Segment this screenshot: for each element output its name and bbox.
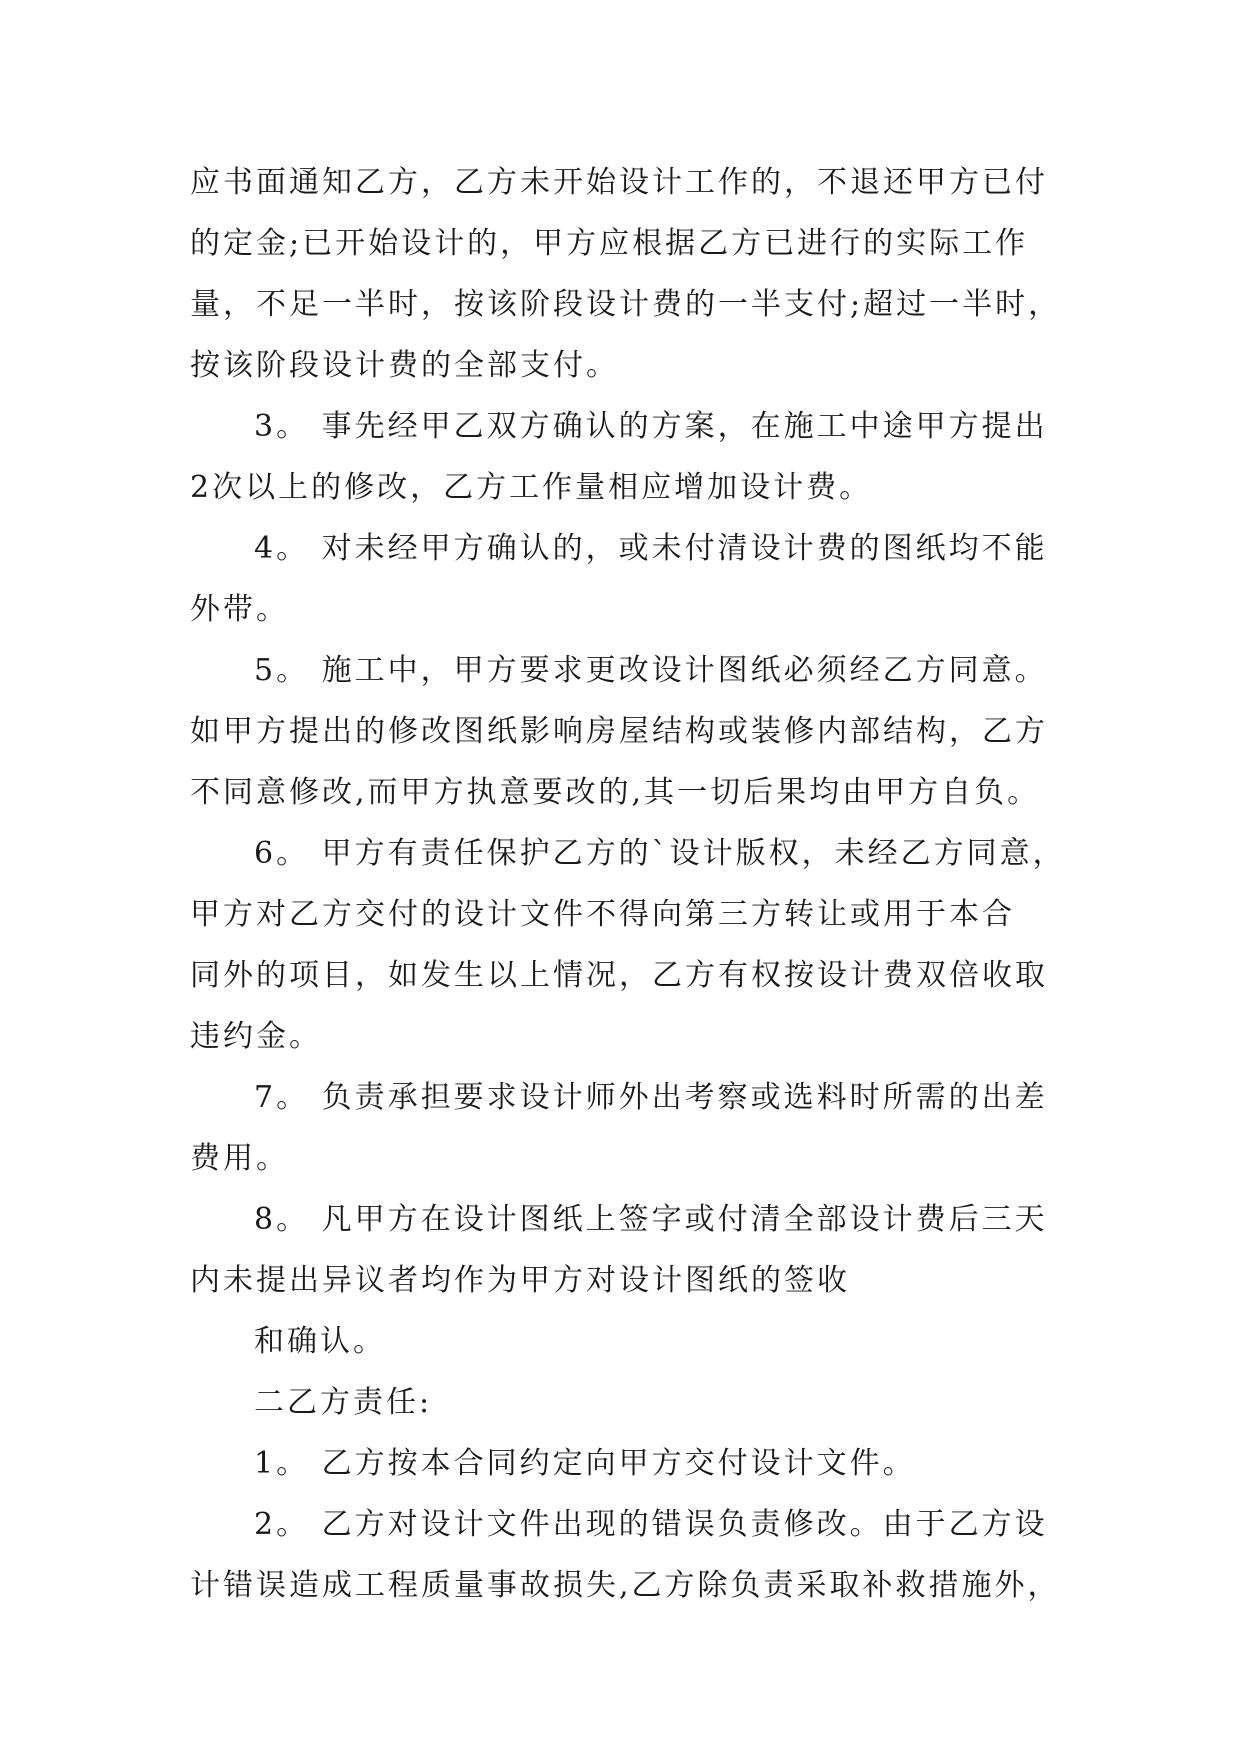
text-line: 费用。 <box>190 1141 289 1176</box>
text-line: 和确认。 <box>254 1324 386 1359</box>
text-line: 2次以上的修改，乙方工作量相应增加设计费。 <box>190 470 873 505</box>
text-line: 如甲方提出的修改图纸影响房屋结构或装修内部结构，乙方 <box>190 714 1048 749</box>
text-line: 外带。 <box>190 592 289 627</box>
text-line: 量，不足一半时，按该阶段设计费的一半支付;超过一半时， <box>190 287 1062 322</box>
text-line: 的定金;已开始设计的，甲方应根据乙方已进行的实际工作 <box>190 226 1029 261</box>
text-line: 内未提出异议者均作为甲方对设计图纸的签收 <box>190 1263 850 1298</box>
text-line: 8。 凡甲方在设计图纸上签字或付清全部设计费后三天 <box>254 1202 1048 1237</box>
text-line: 按该阶段设计费的全部支付。 <box>190 348 619 383</box>
text-line: 计错误造成工程质量事故损失,乙方除负责采取补救措施外， <box>190 1568 1061 1603</box>
text-line: 6。 甲方有责任保护乙方的`设计版权，未经乙方同意， <box>254 836 1066 871</box>
text-line: 不同意修改,而甲方执意要改的,其一切后果均由甲方自负。 <box>190 775 1041 810</box>
text-line: 7。 负责承担要求设计师外出考察或选料时所需的出差 <box>254 1080 1048 1115</box>
text-line: 5。 施工中，甲方要求更改设计图纸必须经乙方同意。 <box>254 653 1048 688</box>
text-line: 3。 事先经甲乙双方确认的方案，在施工中途甲方提出 <box>254 409 1048 444</box>
text-line: 甲方对乙方交付的设计文件不得向第三方转让或用于本合 <box>190 897 1015 932</box>
text-line: 1。 乙方按本合同约定向甲方交付设计文件。 <box>254 1446 916 1481</box>
text-line: 二乙方责任: <box>254 1385 433 1420</box>
text-line: 同外的项目，如发生以上情况，乙方有权按设计费双倍收取 <box>190 958 1048 993</box>
text-line: 应书面通知乙方，乙方未开始设计工作的，不退还甲方已付 <box>190 165 1048 200</box>
text-line: 2。 乙方对设计文件出现的错误负责修改。由于乙方设 <box>254 1507 1048 1542</box>
text-line: 违约金。 <box>190 1019 322 1054</box>
text-line: 4。 对未经甲方确认的，或未付清设计费的图纸均不能 <box>254 531 1048 566</box>
